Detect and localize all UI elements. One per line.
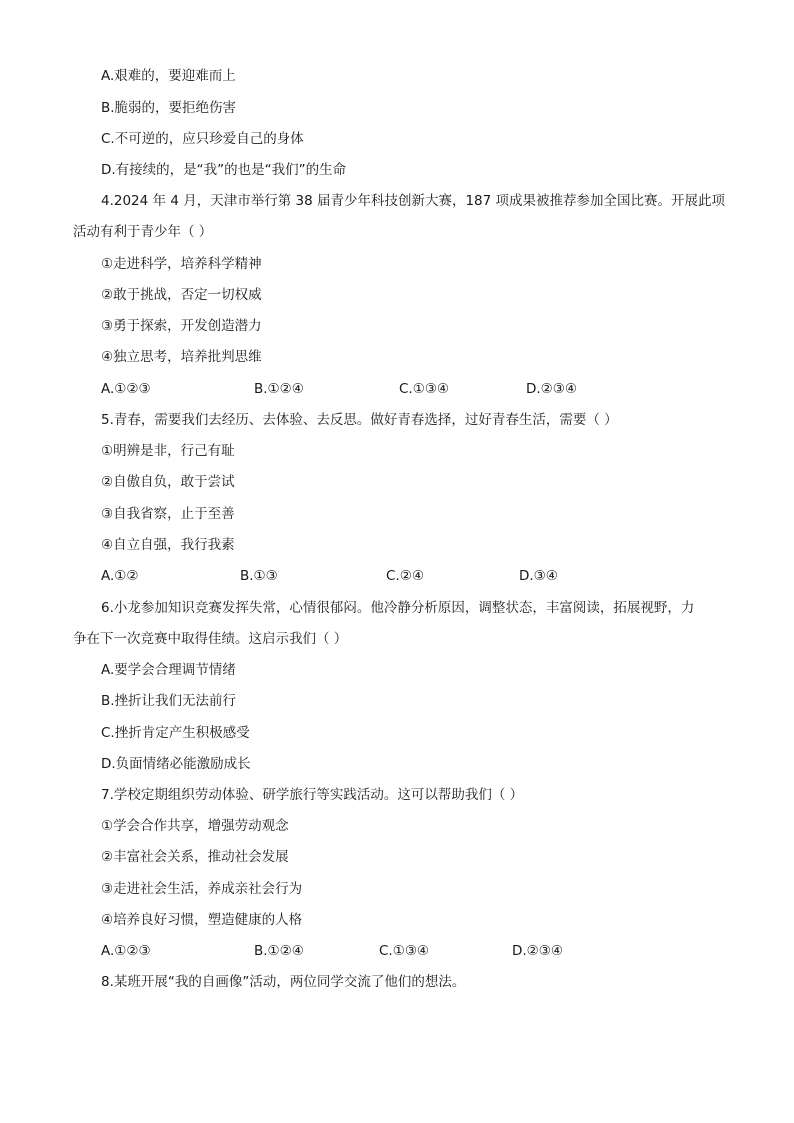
q6-option-d: D.负面情绪必能激励成长 — [101, 756, 251, 772]
q5-item-2: ②自傲自负，敢于尝试 — [101, 474, 235, 490]
q6-stem-line2: 争在下一次竞赛中取得佳绩。这启示我们（ ） — [73, 631, 348, 647]
q4-stem-line1: 4.2024 年 4 月，天津市举行第 38 届青少年科技创新大赛，187 项成果被推荐参加全国比赛。开展此项 — [101, 193, 726, 209]
q3-option-b: B.脆弱的，要拒绝伤害 — [101, 100, 237, 116]
q5-item-4: ④自立自强，我行我素 — [101, 537, 235, 553]
q7-item-4: ④培养良好习惯，塑造健康的人格 — [101, 912, 303, 928]
q3-option-a: A.艰难的，要迎难而上 — [101, 68, 236, 84]
q5-item-1: ①明辨是非，行己有耻 — [101, 443, 235, 459]
q7-choice-d: D.②③④ — [512, 943, 563, 959]
q3-option-d: D.有接续的，是“我”的也是“我们”的生命 — [101, 162, 347, 178]
q6-option-c: C.挫折肯定产生积极感受 — [101, 725, 250, 741]
q4-item-2: ②敢于挑战，否定一切权威 — [101, 287, 262, 303]
q4-item-1: ①走进科学，培养科学精神 — [101, 256, 262, 272]
q5-choice-a: A.①② — [101, 568, 139, 584]
q4-choice-d: D.②③④ — [526, 381, 577, 397]
q6-stem-line1: 6.小龙参加知识竞赛发挥失常，心情很郁闷。他冷静分析原因，调整状态，丰富阅读，拓展视野，力 — [101, 600, 695, 616]
q7-item-3: ③走进社会生活，养成亲社会行为 — [101, 881, 303, 897]
q7-item-1: ①学会合作共享，增强劳动观念 — [101, 818, 289, 834]
q4-choice-c: C.①③④ — [399, 381, 450, 397]
q7-stem: 7.学校定期组织劳动体验、研学旅行等实践活动。这可以帮助我们（ ） — [101, 787, 524, 803]
q6-option-a: A.要学会合理调节情绪 — [101, 662, 236, 678]
q7-choice-b: B.①②④ — [254, 943, 304, 959]
q4-choice-a: A.①②③ — [101, 381, 151, 397]
q7-choice-a: A.①②③ — [101, 943, 151, 959]
q5-choice-c: C.②④ — [386, 568, 424, 584]
q4-choice-b: B.①②④ — [254, 381, 304, 397]
q8-stem: 8.某班开展“我的自画像”活动，两位同学交流了他们的想法。 — [101, 974, 466, 990]
q5-stem: 5.青春，需要我们去经历、去体验、去反思。做好青春选择，过好青春生活，需要（ ） — [101, 412, 618, 428]
q7-choice-c: C.①③④ — [379, 943, 430, 959]
q5-choice-d: D.③④ — [519, 568, 558, 584]
q4-item-3: ③勇于探索，开发创造潜力 — [101, 318, 262, 334]
q4-stem-line2: 活动有利于青少年（ ） — [73, 224, 213, 240]
q4-item-4: ④独立思考，培养批判思维 — [101, 349, 262, 365]
q5-item-3: ③自我省察，止于至善 — [101, 506, 235, 522]
q7-item-2: ②丰富社会关系，推动社会发展 — [101, 849, 289, 865]
q3-option-c: C.不可逆的，应只珍爱自己的身体 — [101, 131, 304, 147]
q6-option-b: B.挫折让我们无法前行 — [101, 693, 237, 709]
q5-choice-b: B.①③ — [240, 568, 278, 584]
